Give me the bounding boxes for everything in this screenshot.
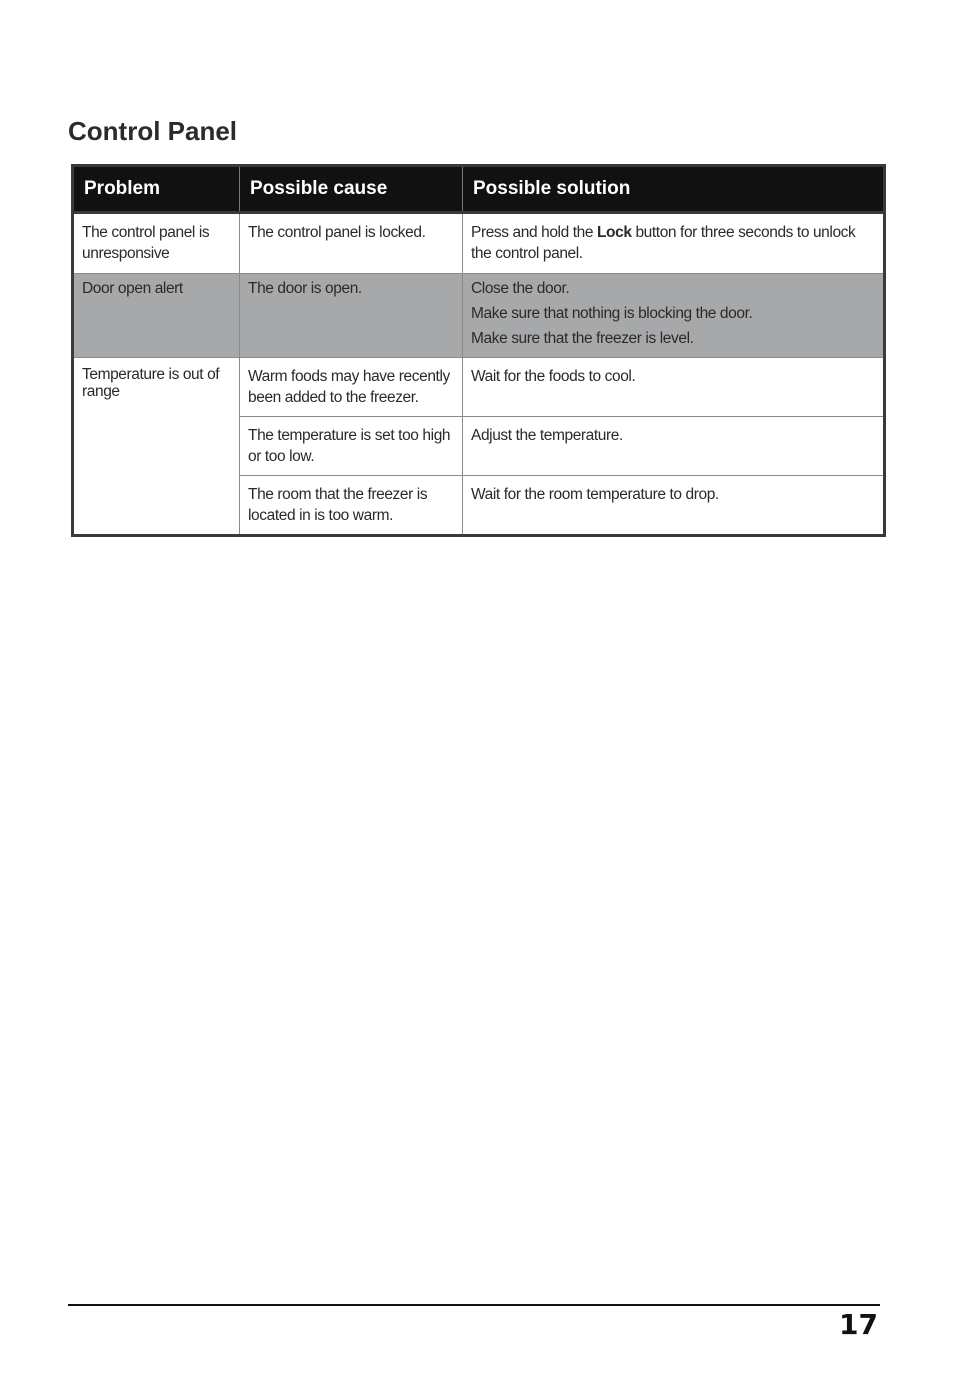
table-row (73, 213, 885, 274)
section-title: Control Panel (68, 116, 238, 146)
solution-text: button for three seconds to unlock the control panel. (471, 224, 856, 262)
solution-cell: Adjust the temperature. (463, 417, 885, 476)
table-header-row (73, 166, 885, 213)
troubleshooting-table (71, 164, 886, 537)
cause-cell: The control panel is locked. (240, 213, 463, 274)
table-row (73, 274, 885, 358)
lock-button-label: Lock (596, 224, 632, 241)
solution-cell (463, 274, 885, 358)
solution-cell: Wait for the foods to cool. (463, 358, 885, 417)
table-row (73, 358, 885, 417)
solution-line: Close the door. (471, 280, 570, 297)
solution-cell (463, 213, 885, 274)
header-problem: Problem (73, 166, 240, 213)
solution-line: Make sure that nothing is blocking the door. (471, 305, 753, 322)
footer-divider (68, 1304, 880, 1306)
header-possible-solution: Possible solution (463, 166, 885, 213)
cause-cell: The room that the freezer is located in is too warm. (240, 476, 463, 536)
cause-cell: The door is open. (240, 274, 463, 358)
cause-cell: Warm foods may have recently been added to the freezer. (240, 358, 463, 417)
problem-cell: Door open alert (73, 274, 240, 358)
solution-text: Press and hold the (471, 224, 597, 241)
solution-line: Make sure that the freezer is level. (471, 330, 694, 347)
cause-cell: The temperature is set too high or too low. (240, 417, 463, 476)
problem-cell: Temperature is out of range (73, 358, 240, 536)
solution-cell: Wait for the room temperature to drop. (463, 476, 885, 536)
header-possible-cause: Possible cause (240, 166, 463, 213)
page-number: 17 (839, 1308, 878, 1341)
problem-cell: The control panel is unresponsive (73, 213, 240, 274)
